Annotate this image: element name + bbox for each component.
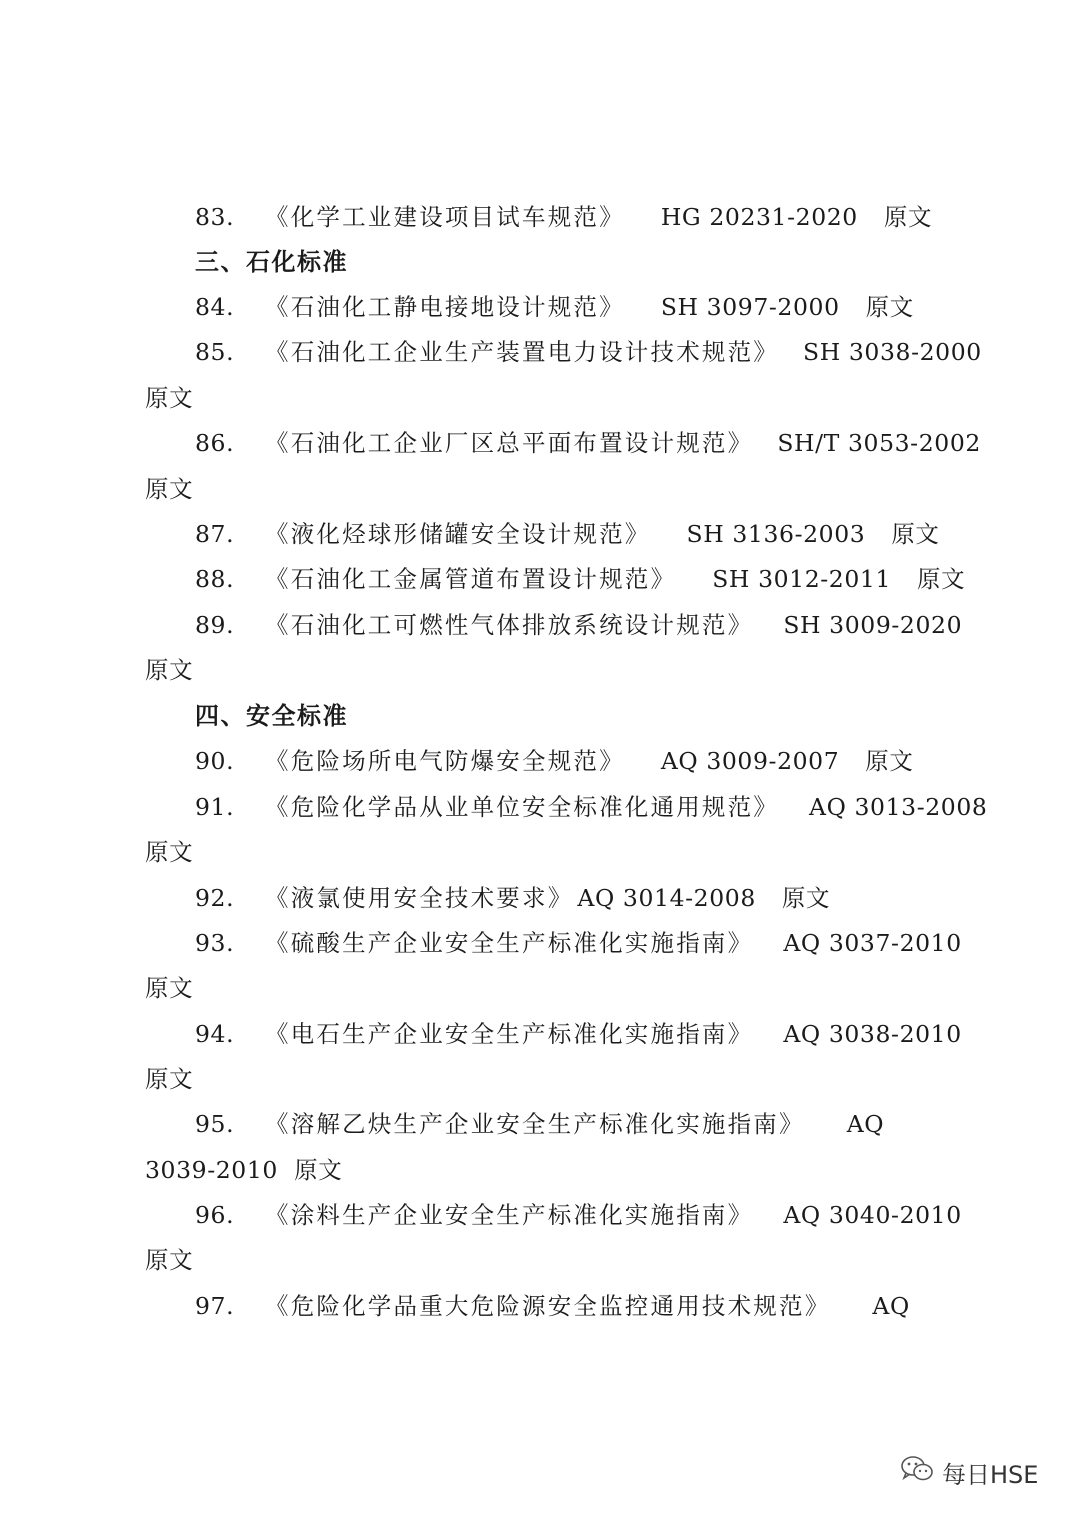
watermark [900,1452,1038,1492]
item-title: 《石油化工可燃性气体排放系统设计规范》 [265,611,754,639]
list-item [145,557,966,602]
item-title: 《石油化工企业厂区总平面布置设计规范》 [265,429,754,457]
item-number: 87. [195,520,235,548]
item-title: 《液氯使用安全技术要求》 [265,884,574,912]
item-original-link[interactable]: 原文 [917,565,966,593]
item-original-link[interactable]: 原文 [865,747,914,775]
item-original-link[interactable]: 原文 [865,293,914,321]
item-original-link[interactable]: 原文 [883,203,933,231]
item-title: 《石油化工静电接地设计规范》 [265,293,625,321]
item-number: 88. [195,565,235,593]
list-item [145,1193,962,1238]
list-item [145,195,945,240]
item-code-continuation: 3039-2010 原文 [145,1156,343,1184]
item-original-link[interactable]: 原文 [145,384,194,412]
item-original-link[interactable]: 原文 [145,1246,194,1274]
list-item [145,876,945,921]
list-item [145,739,945,784]
list-item [145,603,963,648]
list-item [145,330,982,375]
item-number: 97. [195,1292,235,1320]
item-title: 《液化烃球形储罐安全设计规范》 [265,520,651,548]
item-code: AQ 3009-2007 [660,747,840,775]
item-number: 95. [195,1110,235,1138]
list-item [145,285,945,330]
item-number: 86. [195,429,235,457]
item-original-link[interactable]: 原文 [145,974,194,1002]
item-number: 96. [195,1201,235,1229]
item-title: 《硫酸生产企业安全生产标准化实施指南》 [265,929,754,957]
item-number: 89. [195,611,235,639]
item-number: 90. [195,747,235,775]
item-code: HG 20231-2020 [660,203,858,231]
item-number: 83. [195,203,235,231]
item-original-link[interactable]: 原文 [891,520,940,548]
section-heading-petrochem: 三、石化标准 [195,248,348,276]
section-heading-safety: 四、安全标准 [195,702,348,730]
item-code: AQ 3038-2010 [783,1020,962,1048]
item-original-link[interactable]: 原文 [145,475,194,503]
list-item [145,921,962,966]
item-title: 《化学工业建设项目试车规范》 [265,203,625,231]
item-title: 《石油化工金属管道布置设计规范》 [265,565,677,593]
item-code: SH 3009-2020 [783,611,963,639]
list-item [145,421,981,466]
list-item [145,785,988,830]
item-title: 《危险场所电气防爆安全规范》 [265,747,625,775]
item-original-link[interactable]: 原文 [145,838,194,866]
item-original-link[interactable]: 原文 [781,884,831,912]
item-title: 《危险化学品从业单位安全标准化通用规范》 [265,793,779,821]
list-item [145,1102,945,1147]
item-code: SH 3038-2000 [803,338,982,366]
item-number: 91. [195,793,235,821]
item-code: SH 3097-2000 [660,293,840,321]
item-code: AQ [846,1110,885,1138]
item-title: 《溶解乙炔生产企业安全生产标准化实施指南》 [265,1110,805,1138]
list-item [145,1284,945,1329]
item-number: 92. [195,884,235,912]
item-code: AQ 3040-2010 [783,1201,962,1229]
item-code: AQ 3013-2008 [809,793,988,821]
item-title: 《电石生产企业安全生产标准化实施指南》 [265,1020,754,1048]
item-title: 《危险化学品重大危险源安全监控通用技术规范》 [265,1292,831,1320]
wechat-icon [900,1455,942,1489]
item-number: 94. [195,1020,235,1048]
item-number: 93. [195,929,235,957]
item-code: AQ 3037-2010 [783,929,962,957]
item-code: SH/T 3053-2002 [777,429,981,457]
item-original-link[interactable]: 原文 [145,1065,194,1093]
item-number: 85. [195,338,235,366]
item-title: 《涂料生产企业安全生产标准化实施指南》 [265,1201,754,1229]
item-original-link[interactable]: 原文 [145,656,194,684]
item-code: SH 3136-2003 [686,520,866,548]
item-title: 《石油化工企业生产装置电力设计技术规范》 [265,338,779,366]
list-item [145,512,945,557]
item-number: 84. [195,293,235,321]
item-code: AQ [872,1292,910,1320]
item-code: AQ 3014-2008 [577,884,756,912]
list-item [145,1012,962,1057]
item-code: SH 3012-2011 [712,565,892,593]
watermark-text: 每日HSE [942,1460,1039,1489]
